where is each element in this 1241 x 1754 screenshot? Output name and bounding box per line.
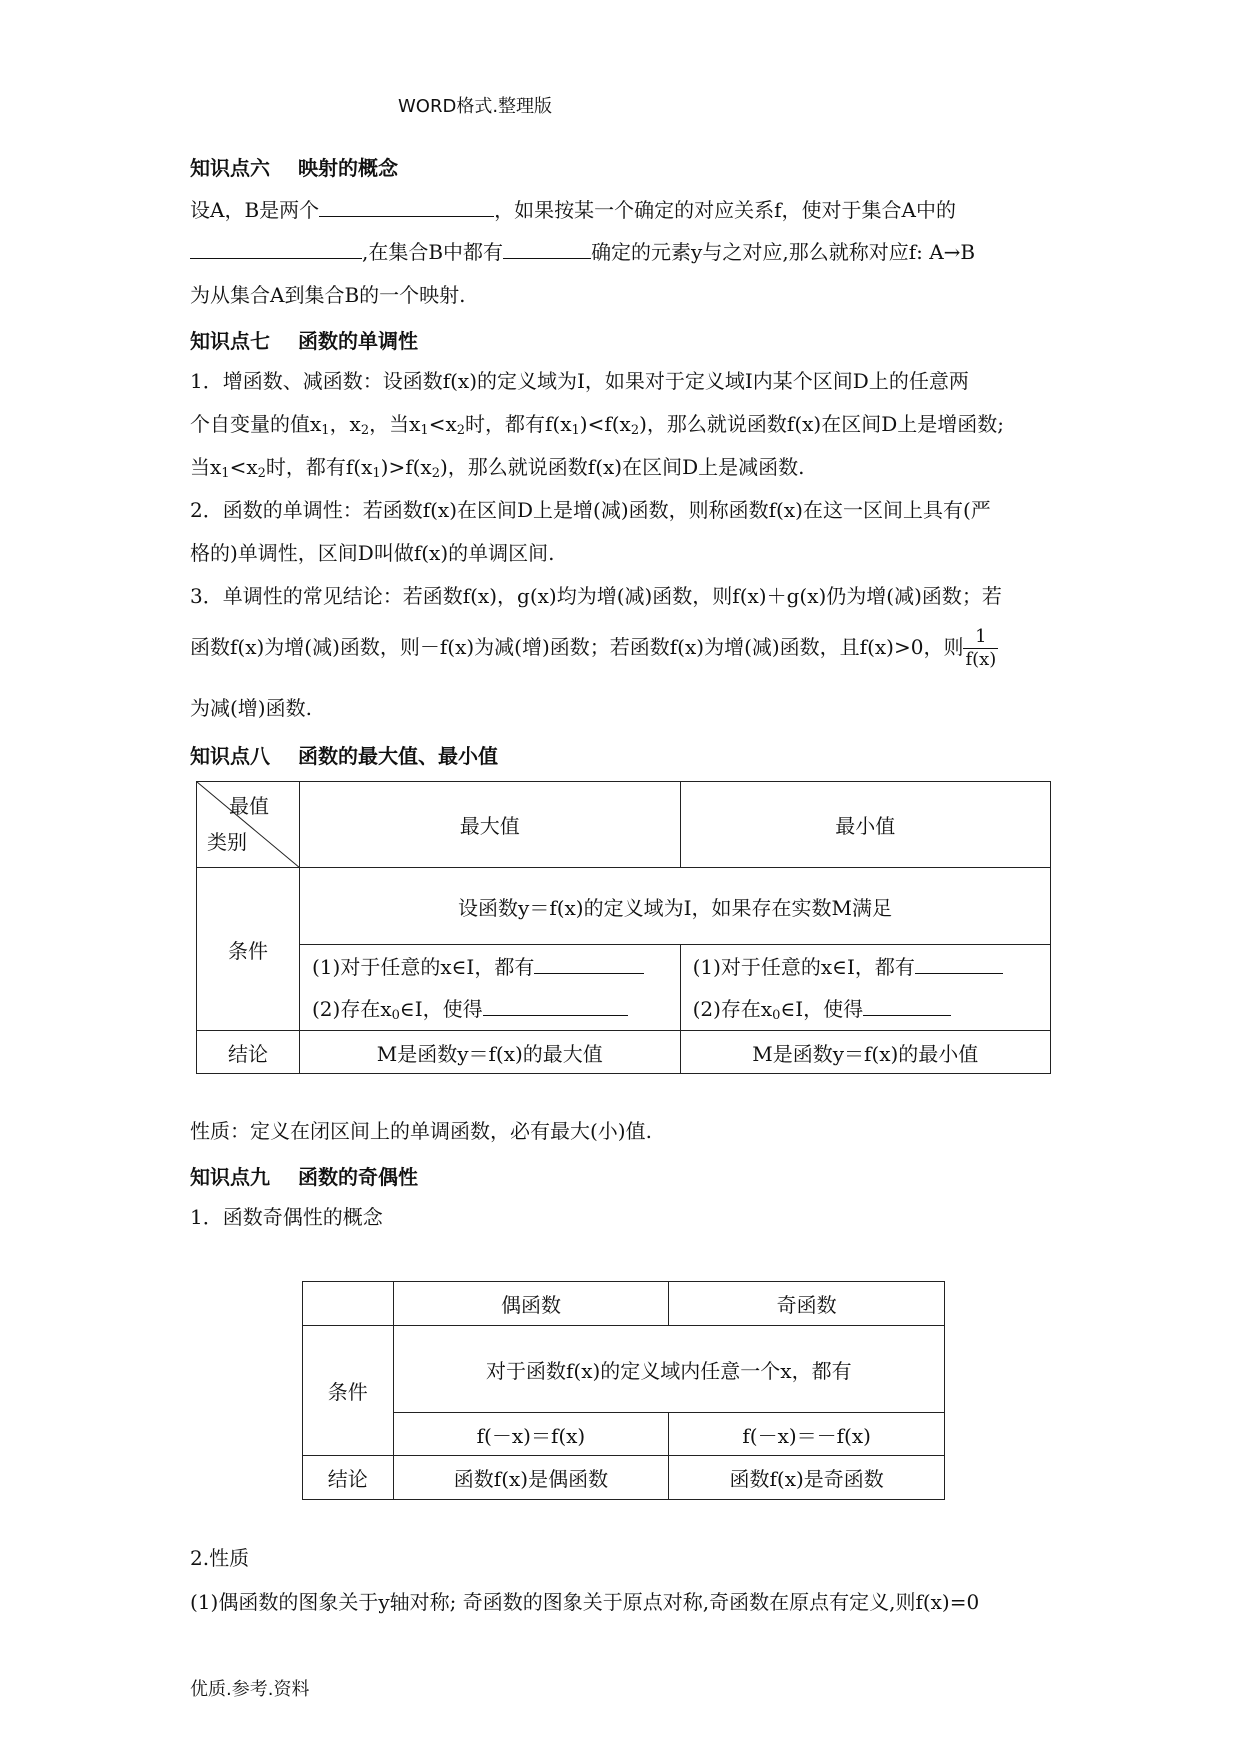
blank-3 <box>503 238 591 259</box>
max-cond-2: (2)存在x <box>312 996 392 1021</box>
sec7-p2-line-2: 格的)单调性，区间D叫做f(x)的单调区间. <box>190 541 555 565</box>
subscript: 2 <box>456 423 466 438</box>
sec6-text: ,在集合B中都有 <box>362 240 504 264</box>
section-9-number: 知识点九 <box>190 1165 270 1189</box>
text: )，那么就说函数f(x)在区间D上是增函数; <box>639 412 1004 436</box>
text: <x <box>428 412 457 436</box>
sec6-line-1 <box>190 196 1060 223</box>
text: )<f(x <box>579 412 631 436</box>
empty-corner <box>303 1282 394 1326</box>
sec7-p1-line-2 <box>190 411 1060 437</box>
condition-common: 对于函数f(x)的定义域内任意一个x，都有 <box>393 1326 944 1413</box>
sec6-text: 确定的元素y与之对应,那么就称对应f: A→B <box>591 240 976 264</box>
blank-2 <box>190 238 362 259</box>
section-6-title: 映射的概念 <box>298 156 398 180</box>
max-conditions <box>300 945 681 1031</box>
odd-conclusion: 函数f(x)是奇函数 <box>669 1456 945 1500</box>
text: <x <box>229 455 258 479</box>
blank-min-1 <box>915 953 1003 974</box>
section-8-number: 知识点八 <box>190 744 270 768</box>
section-6-heading <box>190 152 398 181</box>
sec6-line-2 <box>190 238 1060 265</box>
sec7-p1-line-3 <box>190 454 1060 480</box>
max-cond-2b: ∈I，使得 <box>399 996 483 1021</box>
row-label-condition: 条件 <box>197 868 300 1031</box>
sec7-p1-line-1: 1．增函数、减函数：设函数f(x)的定义域为I，如果对于定义域I内某个区间D上的任意两 <box>190 369 969 393</box>
section-7-number: 知识点七 <box>190 329 270 353</box>
blank-max-1 <box>534 953 644 974</box>
sec9-property-1: (1)偶函数的图象关于y轴对称; 奇函数的图象关于原点对称,奇函数在原点有定义,则f(x)=0 <box>190 1590 980 1614</box>
sec7-p3-line-3: 为减(增)函数. <box>190 696 312 720</box>
sec9-subtitle: 1．函数奇偶性的概念 <box>190 1205 383 1229</box>
text: 函数f(x)为增(减)函数，则－f(x)为减(增)函数；若函数f(x)为增(减)函数，且f(x)>0，则 <box>190 635 964 659</box>
subscript: 0 <box>772 1007 781 1023</box>
conclusion-max: M是函数y＝f(x)的最大值 <box>300 1031 681 1074</box>
text: 个自变量的值x <box>190 412 322 436</box>
sec9-property-title: 2.性质 <box>190 1546 250 1570</box>
row-label-conclusion: 结论 <box>197 1031 300 1074</box>
corner-cell <box>197 782 300 868</box>
sec7-p3-line-1: 3．单调性的常见结论：若函数f(x)，g(x)均为增(减)函数，则f(x)＋g(x)仍为增(减)函数；若 <box>190 584 1002 608</box>
fraction <box>963 626 998 671</box>
sec7-p2-line-1: 2．函数的单调性：若函数f(x)在区间D上是增(减)函数，则称函数f(x)在这一区间上具有(严 <box>190 498 991 522</box>
subscript: 1 <box>321 423 330 438</box>
text: )，那么就说函数f(x)在区间D上是减函数. <box>439 455 805 479</box>
subscript: 1 <box>221 466 230 481</box>
text: )>f(x <box>380 455 432 479</box>
text: 时，都有f(x <box>465 412 572 436</box>
sec6-line-3: 为从集合A到集合B的一个映射. <box>190 283 466 307</box>
section-9-title: 函数的奇偶性 <box>298 1165 418 1189</box>
section-8-title: 函数的最大值、最小值 <box>298 744 498 768</box>
odd-condition: f(－x)＝－f(x) <box>669 1413 945 1456</box>
max-min-table <box>196 781 1051 1074</box>
page-header: WORD格式.整理版 <box>398 96 553 117</box>
min-cond-2b: ∈I，使得 <box>780 996 864 1021</box>
fraction-numerator: 1 <box>963 626 998 649</box>
sec8-property: 性质：定义在闭区间上的单调函数，必有最大(小)值. <box>190 1119 652 1143</box>
subscript: 2 <box>431 466 440 481</box>
subscript: 1 <box>372 466 381 481</box>
min-conditions <box>680 945 1050 1031</box>
even-condition: f(－x)＝f(x) <box>393 1413 669 1456</box>
text: ，当x <box>369 412 421 436</box>
corner-top-label: 最值 <box>229 794 269 818</box>
fraction-denominator: f(x) <box>965 649 997 670</box>
parity-table <box>302 1281 945 1500</box>
min-cond-2: (2)存在x <box>692 996 773 1021</box>
blank-1 <box>319 196 494 217</box>
sec6-text: ，如果按某一个确定的对应关系f，使对于集合A中的 <box>494 198 956 222</box>
condition-common: 设函数y＝f(x)的定义域为I，如果存在实数M满足 <box>300 868 1051 945</box>
section-7-heading <box>190 325 418 354</box>
corner-bottom-label: 类别 <box>207 830 247 854</box>
header-min: 最小值 <box>680 782 1050 868</box>
subscript: 2 <box>360 423 370 438</box>
min-cond-1: (1)对于任意的x∈I，都有 <box>692 954 915 979</box>
section-9-heading <box>190 1161 418 1190</box>
subscript: 0 <box>391 1007 400 1023</box>
sec7-p3-line-2 <box>190 626 1060 671</box>
text: ，x <box>329 412 361 436</box>
section-7-title: 函数的单调性 <box>298 329 418 353</box>
text: 当x <box>190 455 222 479</box>
max-cond-1: (1)对于任意的x∈I，都有 <box>312 954 535 979</box>
subscript: 2 <box>630 423 640 438</box>
sec6-text: 设A，B是两个 <box>190 198 320 222</box>
page-footer: 优质.参考.资料 <box>190 1679 310 1700</box>
row-label-condition: 条件 <box>303 1326 394 1456</box>
subscript: 1 <box>571 423 580 438</box>
subscript: 2 <box>257 466 266 481</box>
header-even: 偶函数 <box>393 1282 669 1326</box>
blank-min-2 <box>863 995 951 1016</box>
subscript: 1 <box>420 423 429 438</box>
blank-max-2 <box>483 995 628 1016</box>
section-8-heading <box>190 740 498 769</box>
even-conclusion: 函数f(x)是偶函数 <box>393 1456 669 1500</box>
section-6-number: 知识点六 <box>190 156 270 180</box>
conclusion-min: M是函数y＝f(x)的最小值 <box>680 1031 1050 1074</box>
text: 时，都有f(x <box>265 455 373 479</box>
header-max: 最大值 <box>300 782 681 868</box>
header-odd: 奇函数 <box>669 1282 945 1326</box>
row-label-conclusion: 结论 <box>303 1456 394 1500</box>
